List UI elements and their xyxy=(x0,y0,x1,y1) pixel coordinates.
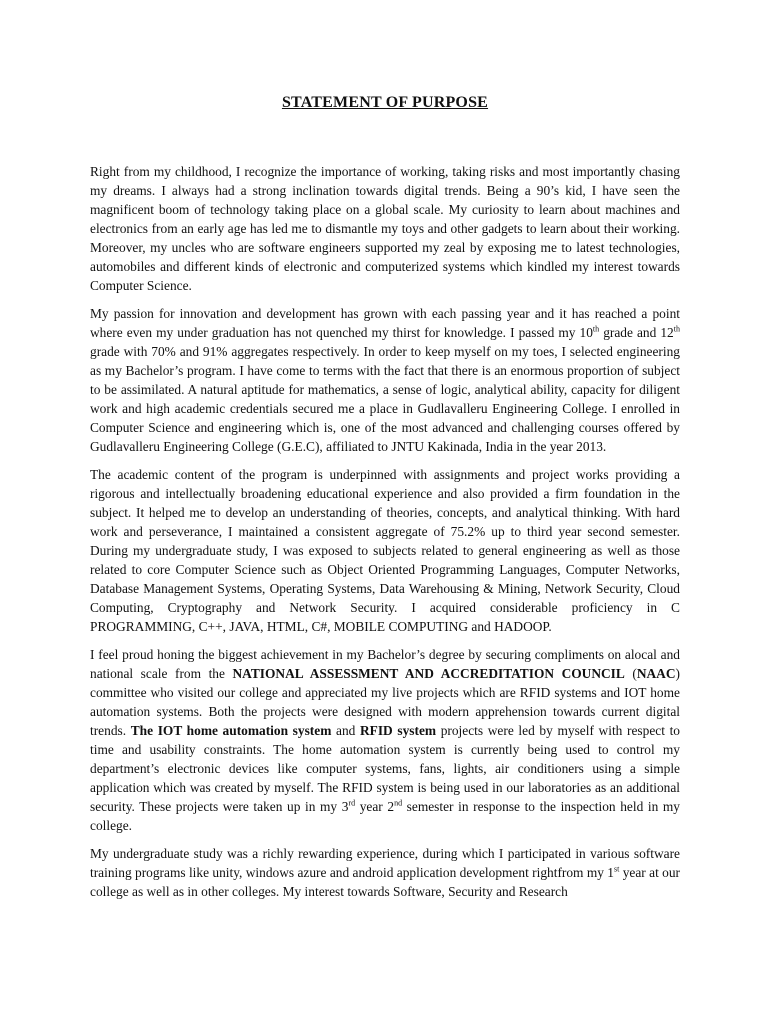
paragraph-text: The academic content of the program is underpinned with assignments and project works providing a rigorous and intellectually broadening educational experience and also provided a firm foundation in the subject. It helped me to develop an understanding of theories, concepts, and analytical thinking. With hard work and perseverance, I maintained a consistent aggregate of 75.2% up to third year second semester. During my undergraduate study, I was exposed to subjects related to general engineering as well as those related to core Computer Science such as Object Oriented Programming Languages, Computer Networks, Database Management Systems, Operating Systems, Data Warehousing & Mining, Network Security, Cloud Computing, Cryptography and Network Security. I acquired considerable proficiency in C PROGRAMMING, C++, JAVA, HTML, C#, MOBILE COMPUTING and HADOOP. xyxy=(90,467,680,634)
paragraph-3 xyxy=(90,465,680,636)
superscript: rd xyxy=(348,798,356,808)
superscript: th xyxy=(592,324,600,334)
document-title: STATEMENT OF PURPOSE xyxy=(281,94,489,111)
bold-text: NATIONAL ASSESSMENT AND ACCREDITATION COUNCIL xyxy=(232,666,625,681)
paragraph-text: year 2 xyxy=(355,799,395,814)
paragraph-text: Right from my childhood, I recognize the importance of working, taking risks and most importantly chasing my dreams. I always had a strong inclination towards digital trends. Being a 90’s kid, I have seen the magnificent boom of technology taking place on a global scale. My curiosity to learn about machines and electronics from an early age has led me to dismantle my toys and other gadgets to learn about their working. Moreover, my uncles who are software engineers supported my zeal by exposing me to latest technologies, automobiles and different kinds of electronic and computerized systems which kindled my interest towards Computer Science. xyxy=(90,164,680,293)
paragraph-text: and xyxy=(331,723,360,738)
bold-text: RFID system xyxy=(360,723,437,738)
paragraph-text: grade with 70% and 91% aggregates respectively. In order to keep myself on my toes, I selected engineering as my Bachelor’s program. I have come to terms with the fact that there is an enormous proportion of subject to be assimilated. A natural aptitude for mathematics, a sense of logic, analytical ability, capacity for diligent work and high academic credentials secured me a place in Gudlavalleru Engineering College. I enrolled in Computer Science and engineering which is, one of the most advanced and challenging courses offered by Gudlavalleru Engineering College (G.E.C), affiliated to JNTU Kakinada, India in the year 2013. xyxy=(90,344,680,454)
paragraph-text: semester in response to the inspection held in my college. xyxy=(90,799,680,833)
paragraph-2 xyxy=(90,304,680,456)
superscript: th xyxy=(673,324,680,334)
bold-text: The IOT home automation system xyxy=(130,723,332,738)
paragraph-text: grade and 12 xyxy=(599,325,674,340)
document-body xyxy=(90,162,680,901)
paragraph-4 xyxy=(90,645,680,835)
superscript: st xyxy=(614,864,620,874)
paragraph-text: My undergraduate study was a richly rewarding experience, during which I participated in various software training programs like unity, windows azure and android application development rightfrom my 1 xyxy=(90,846,680,880)
paragraph-text: projects were led by myself with respect to time and usability constraints. The home automation system is currently being used to control my department’s electronic devices like computer systems, fans, lights, air conditioners using a simple application which was created by myself. The RFID system is being used in our laboratories as an additional security. These projects were taken up in my 3 xyxy=(90,723,680,814)
paragraph-text: ( xyxy=(624,666,637,681)
paragraph-5 xyxy=(90,844,680,901)
paragraph-text: I feel proud honing the biggest achievement in my Bachelor’s degree by securing compliments on alocal and national scale from the xyxy=(90,647,680,681)
paragraph-text: ) committee who visited our college and appreciated my live projects which are RFID systems and IOT home automation systems. Both the projects were designed with modern apprehension towards current digital trends. xyxy=(90,666,680,738)
document-page xyxy=(90,94,680,910)
superscript: nd xyxy=(394,798,403,808)
paragraph-text: year at our college as well as in other colleges. My interest towards Software, Security and Research xyxy=(90,865,680,899)
paragraph-1 xyxy=(90,162,680,295)
bold-text: NAAC xyxy=(636,666,676,681)
paragraph-text: My passion for innovation and development has grown with each passing year and it has reached a point where even my under graduation has not quenched my thirst for knowledge. I passed my 10 xyxy=(90,306,680,340)
